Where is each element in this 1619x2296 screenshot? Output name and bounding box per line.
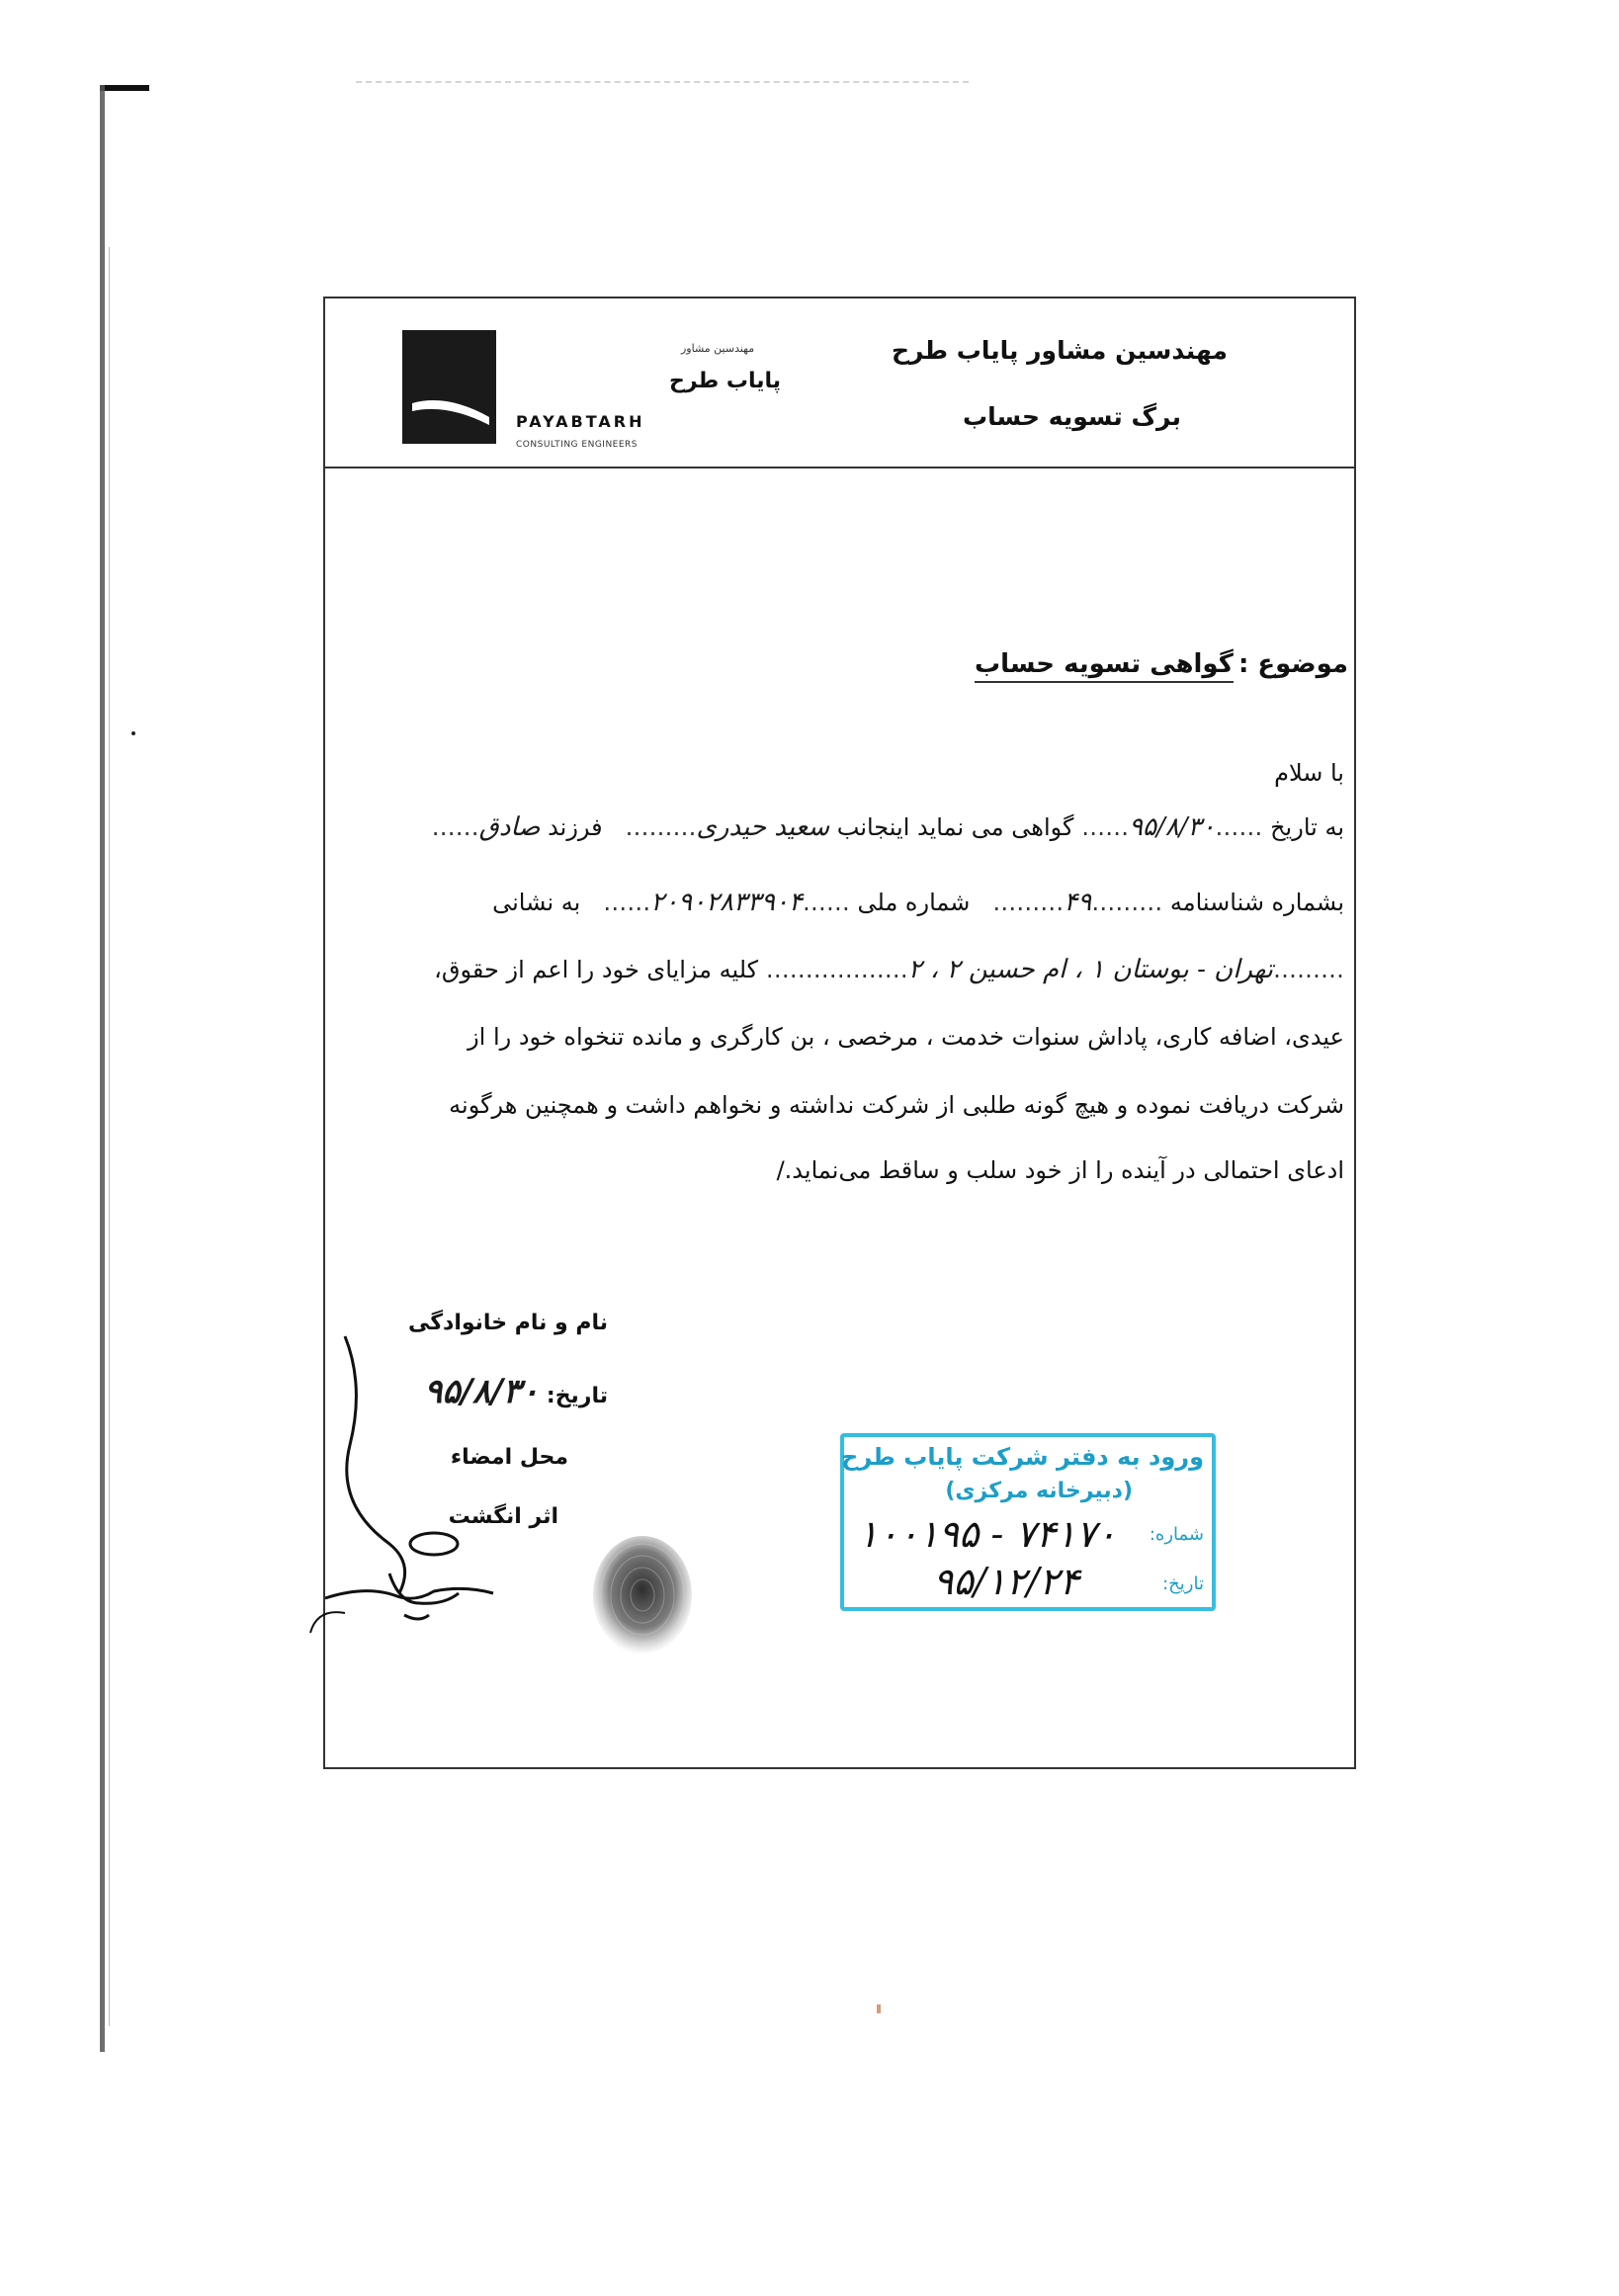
date-prefix: به تاریخ: [1270, 813, 1344, 841]
scan-edge-line: [100, 85, 105, 2052]
national-id-label: شماره ملی: [857, 889, 971, 916]
handwritten-national-id: ۲۰۹۰۲۸۳۳۹۰۴: [650, 888, 803, 917]
subject-value: گواهی تسویه حساب: [975, 649, 1234, 683]
handwritten-date: ۹۵/۸/۳۰: [1129, 812, 1216, 842]
name-label: نام و نام خانوادگی: [408, 1311, 608, 1335]
form-title: برگ تسویه حساب: [963, 402, 1181, 431]
greeting: با سلام: [1274, 759, 1344, 787]
certify-text: گواهی می نماید اینجانب: [836, 813, 1074, 841]
signature-place-label: محل امضاء: [450, 1445, 568, 1470]
handwritten-id-number: ۴۹: [1064, 888, 1092, 917]
stamp-date-label: تاریخ:: [1162, 1573, 1204, 1594]
handwritten-address: تهران - بوستان ۱ ، ام حسین ۲ ، ۲: [907, 955, 1273, 984]
logo-name-en: PAYABTARH: [516, 412, 645, 431]
scan-top-line: [356, 81, 969, 83]
body-line-3: ………تهران - بوستان ۱ ، ام حسین ۲ ، ۲……………… کلیه مزایای خود را اعم از حقوق،: [434, 955, 1344, 984]
handwritten-signature-date: ۹۵/۸/۳۰: [424, 1372, 540, 1411]
company-name: مهندسین مشاور پایاب طرح: [891, 336, 1228, 365]
body-line-2: بشماره شناسنامه ………۴۹……… شماره ملی ……۲۰۹۰۲۸۳۳۹۰۴…… به نشانی: [492, 888, 1344, 917]
body-line-1: به تاریخ ……۹۵/۸/۳۰…… گواهی می نماید اینجانب سعید حیدری……… فرزند صادق……: [431, 812, 1344, 842]
scan-spot: [877, 2004, 881, 2013]
fingerprint-label: اثر انگشت: [448, 1504, 558, 1529]
form-header: [325, 298, 1354, 468]
company-logo: [402, 326, 782, 455]
scan-edge-mark: [100, 85, 149, 91]
registration-stamp: [840, 1433, 1216, 1611]
logo-name-fa: پایاب طرح: [669, 369, 782, 393]
subject-label: موضوع :: [1237, 649, 1348, 679]
fingerprint-icon: [588, 1534, 697, 1662]
subject-line: [975, 649, 1348, 679]
handwritten-father-name: صادق: [478, 812, 541, 842]
signature-date-label: تاریخ:: [546, 1384, 608, 1408]
logo-sub-en: CONSULTING ENGINEERS: [516, 440, 639, 450]
handwritten-signature: [305, 1326, 562, 1643]
scan-dot: [131, 731, 135, 735]
stamp-title: ورود به دفتر شرکت پایاب طرح: [841, 1443, 1204, 1471]
scan-edge-line: [109, 247, 110, 2026]
stamp-subtitle: (دبیرخانه مرکزی): [945, 1479, 1133, 1503]
stamp-number-label: شماره:: [1149, 1524, 1204, 1545]
stamp-number-handwritten: ۱۰۰۱۹۵ - ۷۴۱۷۰: [858, 1512, 1117, 1556]
settlement-form: [323, 297, 1356, 1769]
body-line-5: شرکت دریافت نموده و هیچ گونه طلبی از شرکت نداشته و نخواهم داشت و همچنین هرگونه: [449, 1091, 1344, 1119]
address-label: به نشانی: [492, 889, 581, 916]
body-line-6: ادعای احتمالی در آینده را از خود سلب و ساقط می‌نماید./: [776, 1156, 1344, 1184]
logo-caption-fa: مهندسین مشاور: [681, 342, 755, 355]
body-line-4: عیدی، اضافه کاری، پاداش سنوات خدمت ، مرخصی ، بن کارگری و مانده تنخواه خود را از: [468, 1023, 1344, 1051]
id-label: بشماره شناسنامه: [1169, 889, 1344, 916]
stamp-date-handwritten: ۹۵/۱۲/۲۴: [933, 1560, 1080, 1603]
benefits-text: کلیه مزایای خود را اعم از حقوق،: [434, 956, 759, 983]
handwritten-name: سعید حیدری: [696, 812, 830, 842]
father-label: فرزند: [548, 813, 603, 841]
